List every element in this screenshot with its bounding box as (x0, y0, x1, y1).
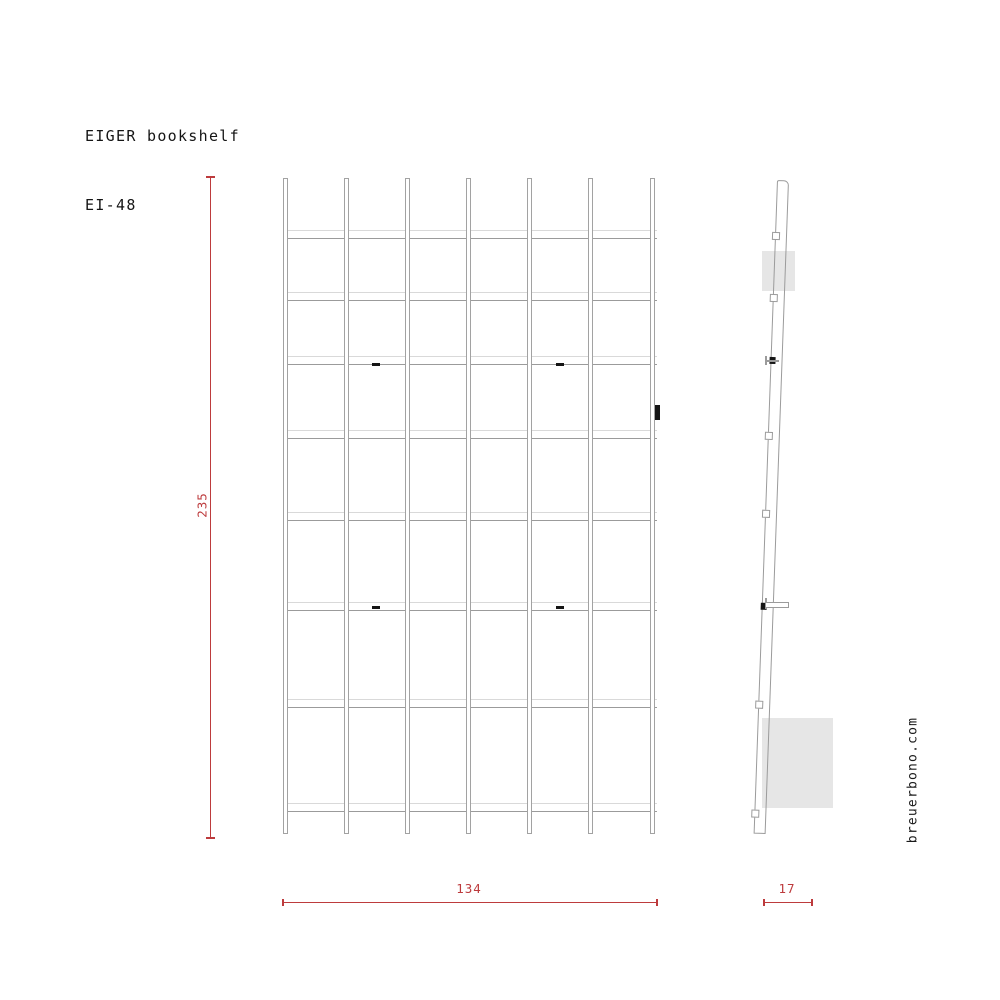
upright-post (466, 178, 471, 834)
contact-zone-fill (762, 718, 833, 808)
shelf-bracket-mark (556, 606, 564, 609)
upright-post (588, 178, 593, 834)
title-block (85, 79, 240, 263)
shelf-clip (762, 510, 770, 518)
upright-post (405, 178, 410, 834)
shelf-bracket-mark (372, 363, 380, 366)
shelf-edge-profile (765, 360, 779, 362)
upright-post (527, 178, 532, 834)
dimension-tick (811, 899, 813, 906)
product-name: EIGER bookshelf (85, 127, 240, 145)
shelf-edge-profile (765, 602, 789, 608)
dimension-tick (282, 899, 284, 906)
shelf-clip (765, 432, 773, 440)
dimension-tick (206, 176, 215, 178)
upright-post (344, 178, 349, 834)
dimension-tick (206, 837, 215, 839)
upright-post (283, 178, 288, 834)
product-code: EI-48 (85, 196, 137, 214)
dimension-tick (763, 899, 765, 906)
shelf-clip (772, 232, 780, 240)
shelf-bracket-mark (556, 363, 564, 366)
shelf-bracket-mark (372, 606, 380, 609)
upright-post (650, 178, 655, 834)
dimension-depth-line (763, 902, 812, 903)
website-watermark: breuerbono.com (905, 716, 921, 844)
dimension-tick (656, 899, 658, 906)
wall-mount-tab (655, 405, 660, 420)
shelf-clip (770, 294, 778, 302)
shelf-clip (751, 809, 759, 817)
dimension-width-label: 134 (456, 881, 482, 896)
dimension-height-label: 235 (194, 492, 210, 518)
shelf-clip (755, 701, 763, 709)
dimension-height-line (210, 176, 211, 838)
dimension-depth-label: 17 (778, 881, 796, 896)
dimension-width-line (282, 902, 657, 903)
